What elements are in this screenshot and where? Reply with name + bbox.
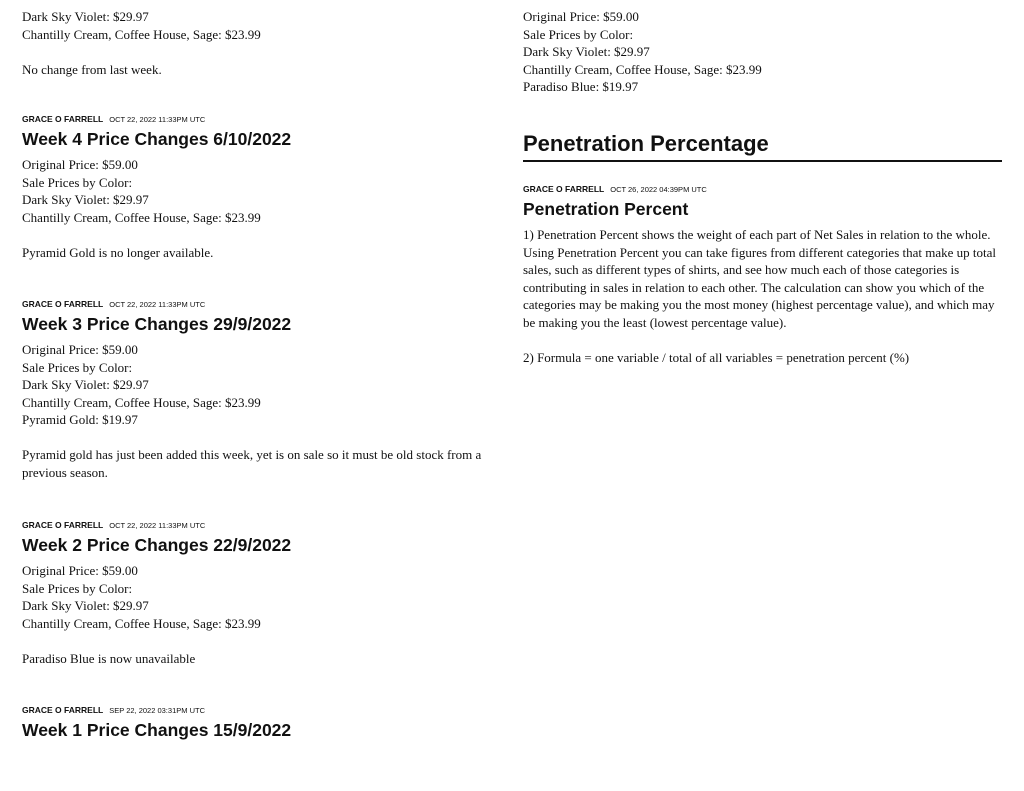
body-paragraph: 2) Formula = one variable / total of all variables = penetration percent (%) — [523, 349, 910, 365]
post-note: Paradiso Blue is now unavailable — [22, 650, 196, 666]
post-meta — [22, 518, 502, 532]
price-line: Original Price: $59.00 — [523, 9, 639, 24]
post-week-4 — [22, 112, 502, 261]
right-top-content — [523, 0, 1003, 96]
body-paragraph: 1) Penetration Percent shows the weight of each part of Net Sales in relation to the whole. Using Penetration Percent you can take figures from different categories that make up total sales, such as different types of shirts, and see how much each of those categories is contributing in sales in relation to each other. The calculation can show you which of the categories may be making you the most money (highest percentage value), and which may be making you the least (lowest percentage value). — [523, 227, 997, 330]
post-note: Pyramid Gold is no longer available. — [22, 244, 214, 260]
post-title[interactable]: Week 3 Price Changes 29/9/2022 — [22, 314, 292, 334]
price-line: Chantilly Cream, Coffee House, Sage: $23.99 — [22, 615, 261, 631]
post-week-1 — [22, 703, 502, 747]
post-title[interactable]: Penetration Percent — [523, 199, 689, 219]
post-meta — [22, 297, 502, 311]
price-line: Dark Sky Violet: $29.97 — [22, 377, 149, 392]
post-body — [22, 562, 502, 667]
author-link[interactable]: GRACE O FARRELL — [22, 520, 104, 530]
post-meta — [22, 703, 502, 717]
section-penetration — [523, 130, 1002, 366]
post-note: Pyramid gold has just been added this week, yet is on sale so it must be old stock from a previous season. — [22, 447, 482, 480]
post-note: No change from last week. — [22, 61, 162, 77]
post-week-3 — [22, 297, 502, 481]
right-column — [523, 0, 1003, 365]
author-link[interactable]: GRACE O FARRELL — [22, 299, 104, 309]
price-line: Dark Sky Violet: $29.97 — [22, 598, 149, 613]
price-line: Original Price: $59.00 — [22, 342, 138, 357]
author-link[interactable]: GRACE O FARRELL — [22, 114, 104, 124]
post-date: OCT 22, 2022 11:33PM UTC — [109, 521, 206, 530]
post-date: OCT 22, 2022 11:33PM UTC — [109, 115, 206, 124]
price-line: Dark Sky Violet: $29.97 — [22, 9, 149, 24]
price-line: Dark Sky Violet: $29.97 — [523, 44, 650, 59]
author-link[interactable]: GRACE O FARRELL — [523, 184, 605, 194]
price-line: Dark Sky Violet: $29.97 — [22, 192, 149, 207]
post-meta — [22, 112, 502, 126]
price-line: Pyramid Gold: $19.97 — [22, 412, 138, 427]
left-top-content — [22, 0, 502, 78]
post-title[interactable]: Week 4 Price Changes 6/10/2022 — [22, 129, 292, 149]
left-column — [22, 0, 502, 740]
price-line: Sale Prices by Color: — [22, 580, 133, 596]
price-line: Chantilly Cream, Coffee House, Sage: $23.99 — [22, 394, 261, 410]
price-line: Original Price: $59.00 — [22, 563, 138, 578]
price-line: Chantilly Cream, Coffee House, Sage: $23.99 — [22, 26, 261, 42]
author-link[interactable]: GRACE O FARRELL — [22, 705, 104, 715]
post-title[interactable]: Week 1 Price Changes 15/9/2022 — [22, 720, 292, 740]
price-line: Sale Prices by Color: — [22, 174, 133, 190]
post-penetration — [523, 182, 1002, 366]
price-line: Original Price: $59.00 — [22, 157, 138, 172]
post-date: SEP 22, 2022 03:31PM UTC — [109, 706, 205, 715]
post-title[interactable]: Week 2 Price Changes 22/9/2022 — [22, 535, 292, 555]
post-body — [22, 156, 502, 261]
price-line: Chantilly Cream, Coffee House, Sage: $23.99 — [523, 61, 762, 77]
post-body — [523, 226, 1002, 366]
post-date: OCT 22, 2022 11:33PM UTC — [109, 300, 206, 309]
price-line: Sale Prices by Color: — [523, 26, 634, 42]
price-line: Chantilly Cream, Coffee House, Sage: $23.99 — [22, 209, 261, 225]
price-line: Sale Prices by Color: — [22, 359, 133, 375]
price-line: Paradiso Blue: $19.97 — [523, 79, 639, 94]
post-date: OCT 26, 2022 04:39PM UTC — [610, 185, 707, 194]
section-title: Penetration Percentage — [523, 130, 1002, 162]
post-body — [22, 341, 502, 481]
post-week-2 — [22, 518, 502, 667]
post-meta — [523, 182, 1002, 196]
